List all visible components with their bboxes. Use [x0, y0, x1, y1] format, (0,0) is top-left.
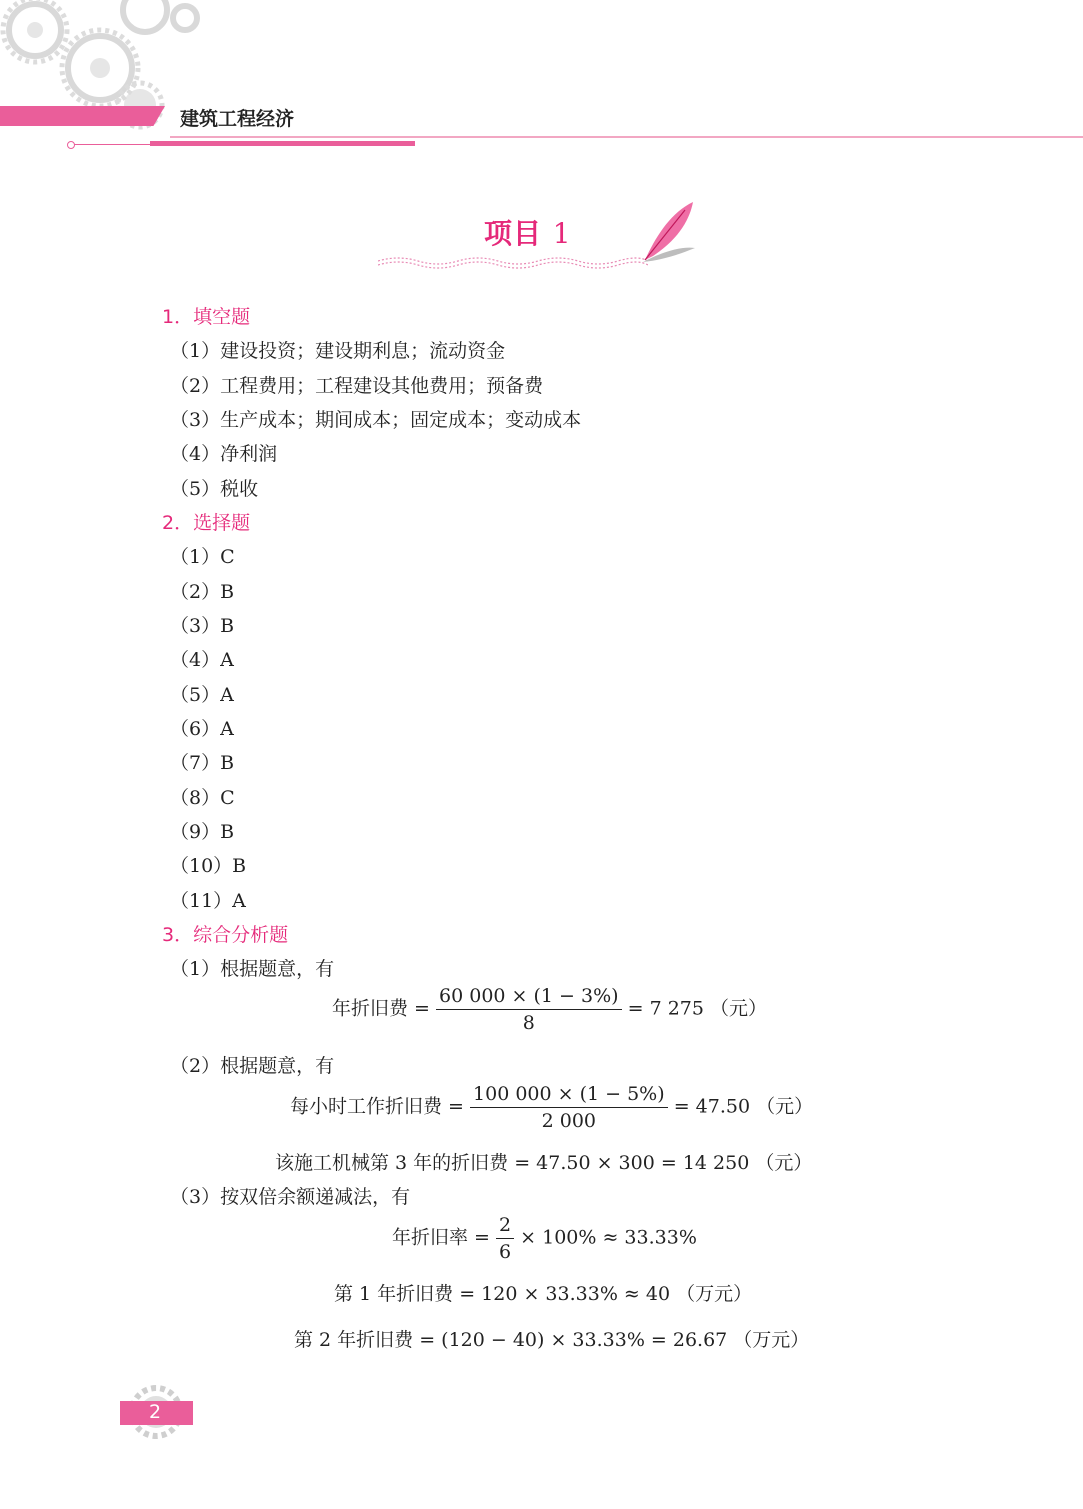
equation-rhs: × 100% ≈ 33.33%	[520, 1226, 697, 1249]
list-item: （1）建设投资；建设期利息；流动资金	[170, 340, 506, 362]
equation-lhs: 每小时工作折旧费 =	[290, 1095, 464, 1118]
fraction-numerator: 60 000 × (1 − 3%)	[436, 985, 622, 1010]
feather-icon	[635, 198, 700, 268]
fraction	[436, 985, 622, 1034]
question-1-intro: （1）根据题意，有	[170, 958, 335, 980]
list-item: （7）B	[170, 752, 235, 774]
project-label: 项目	[484, 217, 543, 250]
equation-q2-line2: 该施工机械第 3 年的折旧费 = 47.50 × 300 = 14 250 （元）	[275, 1152, 813, 1174]
list-item: （9）B	[170, 821, 235, 843]
header-thin-line	[70, 144, 160, 145]
section-heading-analysis: 3．综合分析题	[162, 924, 289, 946]
list-item: （11）A	[170, 890, 246, 912]
question-2-intro: （2）根据题意，有	[170, 1055, 335, 1077]
fraction-numerator: 2	[496, 1214, 514, 1239]
equation-lhs: 年折旧费 =	[332, 997, 430, 1020]
header-dot	[67, 141, 75, 149]
list-item: （5）税收	[170, 478, 259, 500]
fraction-denominator: 6	[499, 1241, 512, 1263]
fraction-numerator: 100 000 × (1 − 5%)	[470, 1083, 668, 1108]
equation-rhs: = 47.50 （元）	[673, 1095, 814, 1118]
list-item: （2）B	[170, 581, 235, 603]
equation-lhs: 年折旧率 =	[392, 1226, 490, 1249]
section-heading-choice: 2．选择题	[162, 512, 251, 534]
page-number: 2	[149, 1401, 162, 1423]
fraction-denominator: 2 000	[541, 1110, 597, 1132]
project-number: 1	[552, 217, 572, 250]
list-item: （5）A	[170, 684, 234, 706]
equation-q3-line2: 第 1 年折旧费 = 120 × 33.33% ≈ 40 （万元）	[334, 1283, 753, 1305]
header-rule	[170, 136, 1083, 138]
list-item: （1）C	[170, 546, 235, 568]
equation-q1	[332, 985, 767, 1034]
list-item: （2）工程费用；工程建设其他费用；预备费	[170, 375, 544, 397]
list-item: （4）A	[170, 649, 234, 671]
list-item: （4）净利润	[170, 443, 278, 465]
wave-ornament-icon	[378, 252, 648, 270]
list-item: （3）生产成本；期间成本；固定成本；变动成本	[170, 409, 582, 431]
header-accent-underline	[150, 141, 415, 146]
question-3-intro: （3）按双倍余额递减法，有	[170, 1186, 411, 1208]
fraction	[470, 1083, 668, 1132]
header-accent-bar	[0, 106, 165, 126]
list-item: （6）A	[170, 718, 234, 740]
fraction	[496, 1214, 514, 1263]
equation-q2	[290, 1083, 813, 1132]
section-heading-fill-blank: 1．填空题	[162, 306, 251, 328]
list-item: （8）C	[170, 787, 235, 809]
book-title: 建筑工程经济	[180, 108, 295, 130]
project-title	[484, 212, 572, 252]
list-item: （3）B	[170, 615, 235, 637]
equation-q3	[392, 1214, 697, 1263]
list-item: （10）B	[170, 855, 247, 877]
equation-rhs: = 7 275 （元）	[627, 997, 768, 1020]
fraction-denominator: 8	[522, 1012, 535, 1034]
equation-q3-line3: 第 2 年折旧费 = (120 − 40) × 33.33% = 26.67 （万元）	[294, 1329, 810, 1351]
